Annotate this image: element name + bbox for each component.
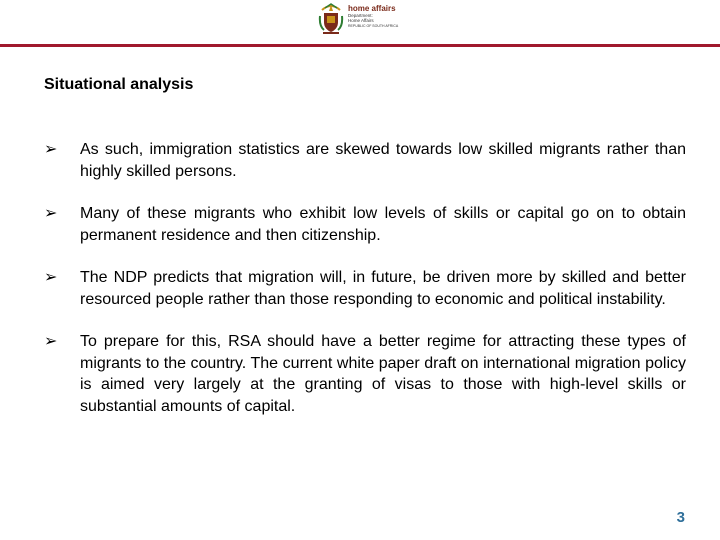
bullet-item [44, 203, 686, 246]
bullet-item [44, 267, 686, 310]
slide-title: Situational analysis [44, 76, 194, 93]
bullet-list [44, 139, 686, 438]
arrow-bullet-icon: ➢ [44, 205, 58, 222]
bullet-text: Many of these migrants who exhibit low levels of skills or capital go on to obtain permanent residence and then citizenship. [80, 205, 686, 244]
logo-country-text: REPUBLIC OF SOUTH AFRICA [348, 24, 399, 28]
page-number: 3 [676, 509, 685, 526]
home-affairs-logo [318, 2, 418, 38]
header-divider [0, 44, 720, 47]
coat-of-arms-icon [318, 2, 344, 36]
arrow-bullet-icon: ➢ [44, 269, 58, 286]
bullet-text: The NDP predicts that migration will, in future, be driven more by skilled and better resourced people rather than those responding to economic and political instability. [80, 269, 686, 308]
bullet-item [44, 139, 686, 182]
arrow-bullet-icon: ➢ [44, 333, 58, 350]
logo-brand-text: home affairs [348, 4, 396, 13]
logo-department-text: Department: Home Affairs [348, 13, 374, 23]
arrow-bullet-icon: ➢ [44, 141, 58, 158]
bullet-text: As such, immigration statistics are skewed towards low skilled migrants rather than highly skilled persons. [80, 141, 686, 180]
bullet-text: To prepare for this, RSA should have a better regime for attracting these types of migrants to the country. The current white paper draft on international migration policy is aimed very largely at the granting of visas to those with high-level skills or substantial amounts of capital. [80, 333, 686, 415]
bullet-item [44, 331, 686, 417]
